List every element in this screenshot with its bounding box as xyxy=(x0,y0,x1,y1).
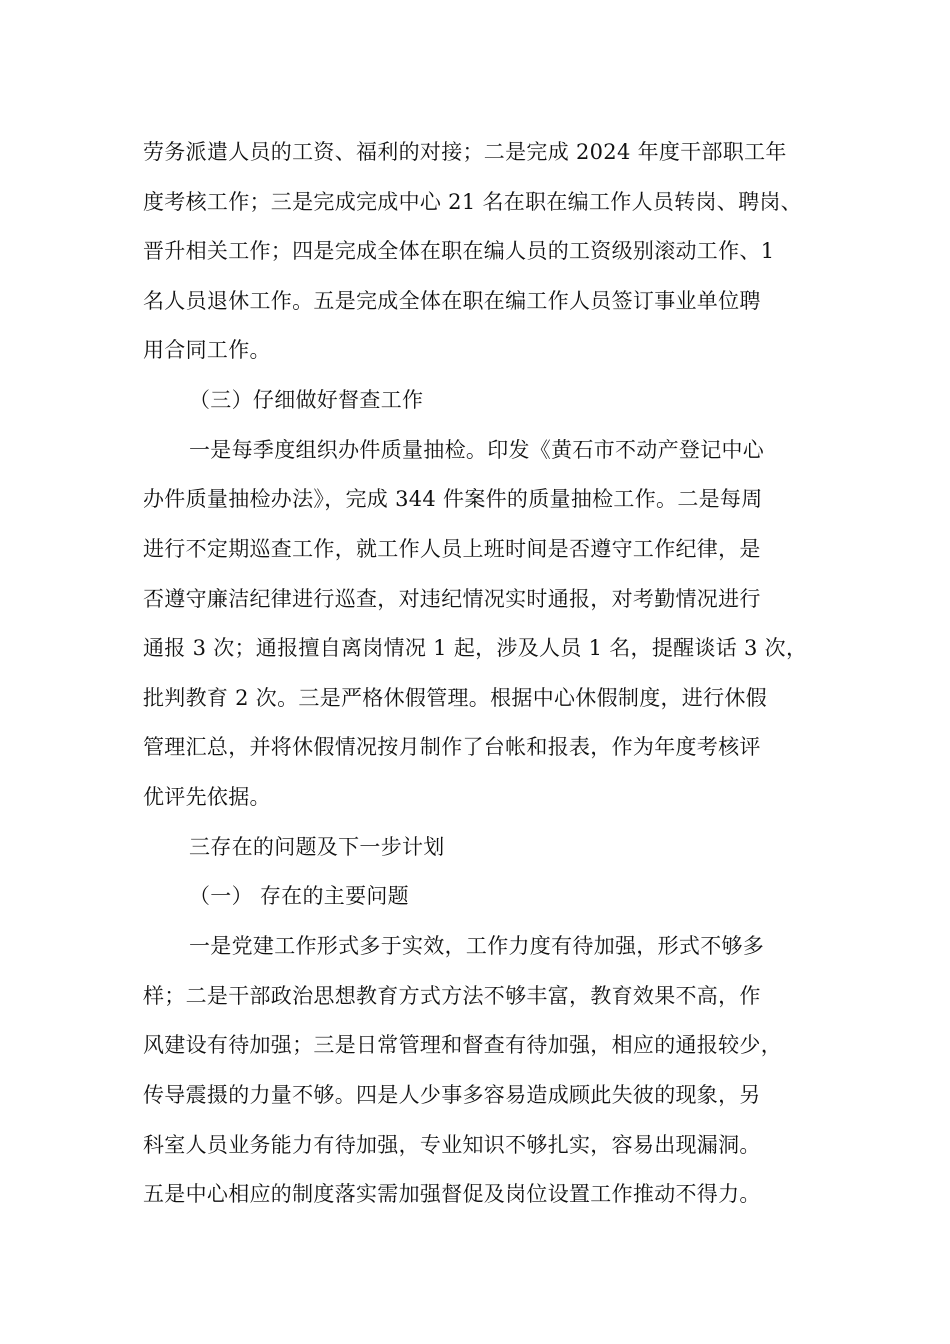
text-line: 一是党建工作形式多于实效，工作力度有待加强，形式不够多 xyxy=(189,934,765,958)
text-line: 传导震摄的力量不够。四是人少事多容易造成顾此失彼的现象，另 xyxy=(143,1083,761,1107)
text-line: 五是中心相应的制度落实需加强督促及岗位设置工作推动不得力。 xyxy=(143,1182,761,1206)
text-line: 科室人员业务能力有待加强，专业知识不够扎实，容易出现漏洞。 xyxy=(143,1133,761,1157)
text-line: 通报 3 次；通报擅自离岗情况 1 起，涉及人员 1 名，提醒谈话 3 次， xyxy=(143,636,808,660)
text-line: 晋升相关工作；四是完成全体在职在编人员的工资级别滚动工作、1 xyxy=(143,239,775,263)
text-line: 优评先依据。 xyxy=(143,785,271,809)
text-line: 一是每季度组织办件质量抽检。印发《黄石市不动产登记中心 xyxy=(189,438,765,462)
text-line: 风建设有待加强；三是日常管理和督查有待加强，相应的通报较少， xyxy=(143,1033,782,1057)
text-line: 批判教育 2 次。三是严格休假管理。根据中心休假制度，进行休假 xyxy=(143,686,768,710)
text-line: 进行不定期巡查工作，就工作人员上班时间是否遵守工作纪律，是 xyxy=(143,537,761,561)
text-line: 名人员退休工作。五是完成全体在职在编工作人员签订事业单位聘 xyxy=(143,289,761,313)
text-line: 劳务派遣人员的工资、福利的对接；二是完成 2024 年度干部职工年 xyxy=(143,140,787,164)
text-line: 管理汇总，并将休假情况按月制作了台帐和报表，作为年度考核评 xyxy=(143,735,761,759)
section-heading: 三存在的问题及下一步计划 xyxy=(189,835,445,859)
text-line: 办件质量抽检办法》，完成 344 件案件的质量抽检工作。二是每周 xyxy=(143,487,763,511)
text-line: 样；二是干部政治思想教育方式方法不够丰富，教育效果不高，作 xyxy=(143,984,761,1008)
section-heading: （三）仔细做好督查工作 xyxy=(189,388,424,412)
text-line: 用合同工作。 xyxy=(143,338,271,362)
text-line: 否遵守廉洁纪律进行巡查，对违纪情况实时通报，对考勤情况进行 xyxy=(143,587,761,611)
section-heading: （一） 存在的主要问题 xyxy=(189,884,409,908)
text-line: 度考核工作；三是完成完成中心 21 名在职在编工作人员转岗、聘岗、 xyxy=(143,190,802,214)
